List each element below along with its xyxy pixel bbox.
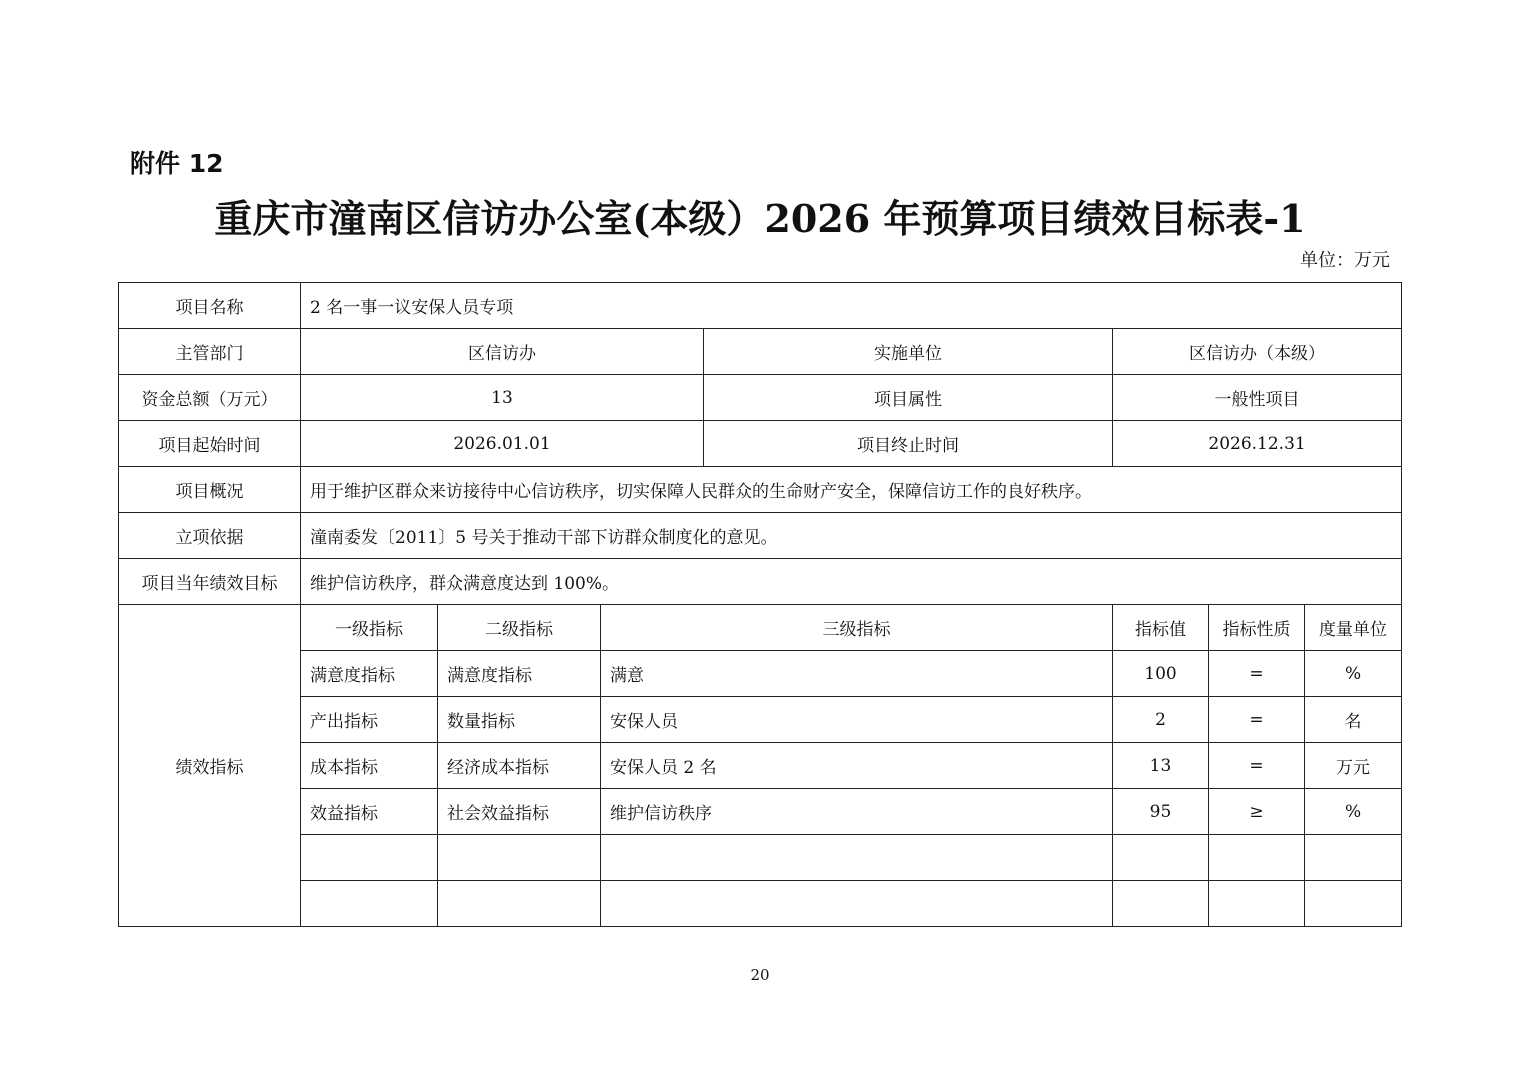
nature-cell: =: [1209, 651, 1305, 697]
value-cell: 100: [1113, 651, 1209, 697]
goal-value: 维护信访秩序，群众满意度达到 100%。: [301, 559, 1402, 605]
value-cell: [1113, 881, 1209, 927]
indicator-header-row: [119, 605, 1402, 651]
dept-value: 区信访办: [301, 329, 704, 375]
goal-label: 项目当年绩效目标: [119, 559, 301, 605]
row-department: [119, 329, 1402, 375]
header-nature: 指标性质: [1209, 605, 1305, 651]
indicators-label: 绩效指标: [119, 605, 301, 927]
level2-cell: 经济成本指标: [438, 743, 601, 789]
unit-label: 单位：万元: [1300, 250, 1390, 271]
dept-label: 主管部门: [119, 329, 301, 375]
level3-cell: 安保人员 2 名: [601, 743, 1113, 789]
end-label: 项目终止时间: [704, 421, 1113, 467]
nature-cell: ≥: [1209, 789, 1305, 835]
table-row: [119, 651, 1402, 697]
level1-cell: 成本指标: [301, 743, 438, 789]
level1-cell: [301, 881, 438, 927]
table-row: [119, 881, 1402, 927]
unit-cell: 万元: [1305, 743, 1402, 789]
end-value: 2026.12.31: [1113, 421, 1402, 467]
table-row: [119, 697, 1402, 743]
value-cell: 95: [1113, 789, 1209, 835]
level3-cell: 满意: [601, 651, 1113, 697]
fund-value: 13: [301, 375, 704, 421]
level1-cell: 效益指标: [301, 789, 438, 835]
level1-cell: 满意度指标: [301, 651, 438, 697]
header-level1: 一级指标: [301, 605, 438, 651]
nature-cell: [1209, 881, 1305, 927]
impl-label: 实施单位: [704, 329, 1113, 375]
row-goal: [119, 559, 1402, 605]
level3-cell: 维护信访秩序: [601, 789, 1113, 835]
row-overview: [119, 467, 1402, 513]
header-level2: 二级指标: [438, 605, 601, 651]
unit-cell: %: [1305, 789, 1402, 835]
overview-value: 用于维护区群众来访接待中心信访秩序，切实保障人民群众的生命财产安全，保障信访工作的良好秩序。: [301, 467, 1402, 513]
project-name-value: 2 名一事一议安保人员专项: [301, 283, 1402, 329]
impl-value: 区信访办（本级）: [1113, 329, 1402, 375]
level2-cell: 满意度指标: [438, 651, 601, 697]
nature-cell: =: [1209, 743, 1305, 789]
level2-cell: 社会效益指标: [438, 789, 601, 835]
value-cell: [1113, 835, 1209, 881]
start-value: 2026.01.01: [301, 421, 704, 467]
level3-cell: [601, 881, 1113, 927]
table-row: [119, 743, 1402, 789]
level2-cell: [438, 835, 601, 881]
overview-label: 项目概况: [119, 467, 301, 513]
header-unit: 度量单位: [1305, 605, 1402, 651]
basis-label: 立项依据: [119, 513, 301, 559]
nature-cell: =: [1209, 697, 1305, 743]
row-fund: [119, 375, 1402, 421]
value-cell: 13: [1113, 743, 1209, 789]
page-number: 20: [750, 966, 770, 984]
unit-cell: [1305, 881, 1402, 927]
table-row: [119, 789, 1402, 835]
attachment-label: 附件 12: [130, 149, 224, 178]
start-label: 项目起始时间: [119, 421, 301, 467]
row-basis: [119, 513, 1402, 559]
performance-table: [118, 282, 1402, 927]
level3-cell: [601, 835, 1113, 881]
nature-cell: [1209, 835, 1305, 881]
attr-value: 一般性项目: [1113, 375, 1402, 421]
attr-label: 项目属性: [704, 375, 1113, 421]
level1-cell: [301, 835, 438, 881]
unit-cell: %: [1305, 651, 1402, 697]
header-value: 指标值: [1113, 605, 1209, 651]
basis-value: 潼南委发〔2011〕5 号关于推动干部下访群众制度化的意见。: [301, 513, 1402, 559]
value-cell: 2: [1113, 697, 1209, 743]
row-project-name: [119, 283, 1402, 329]
table-row: [119, 835, 1402, 881]
document-title: 重庆市潼南区信访办公室(本级）2026 年预算项目绩效目标表-1: [214, 196, 1306, 241]
unit-cell: 名: [1305, 697, 1402, 743]
header-level3: 三级指标: [601, 605, 1113, 651]
fund-label: 资金总额（万元）: [119, 375, 301, 421]
level3-cell: 安保人员: [601, 697, 1113, 743]
project-name-label: 项目名称: [119, 283, 301, 329]
level1-cell: 产出指标: [301, 697, 438, 743]
row-time: [119, 421, 1402, 467]
level2-cell: [438, 881, 601, 927]
level2-cell: 数量指标: [438, 697, 601, 743]
unit-cell: [1305, 835, 1402, 881]
